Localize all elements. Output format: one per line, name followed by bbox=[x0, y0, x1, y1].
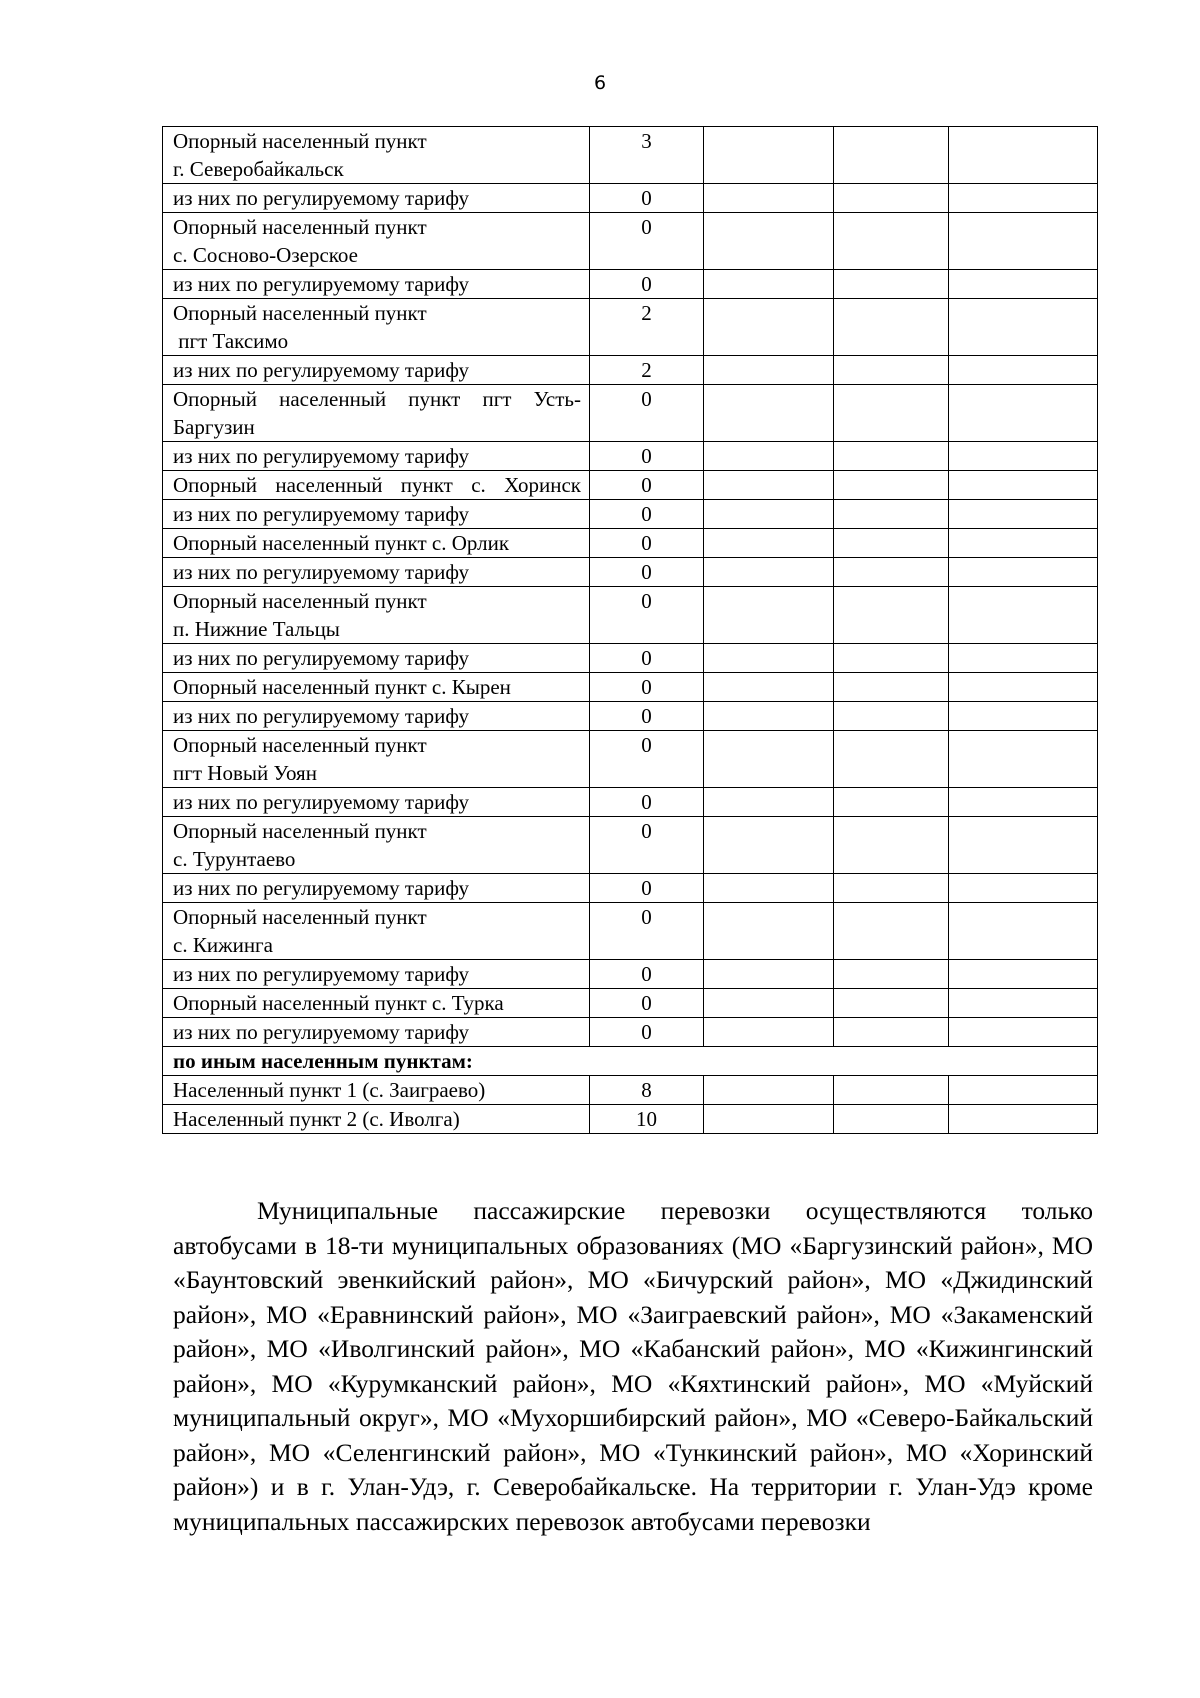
row-label: Населенный пункт 2 (с. Иволга) bbox=[163, 1105, 590, 1134]
empty-cell bbox=[949, 213, 1098, 270]
row-value: 0 bbox=[590, 471, 704, 500]
section-heading: по иным населенным пунктам: bbox=[163, 1047, 1098, 1076]
row-value: 0 bbox=[590, 702, 704, 731]
empty-cell bbox=[834, 644, 949, 673]
empty-cell bbox=[949, 1018, 1098, 1047]
empty-cell bbox=[834, 989, 949, 1018]
empty-cell bbox=[834, 788, 949, 817]
empty-cell bbox=[834, 270, 949, 299]
row-label: из них по регулируемому тарифу bbox=[163, 644, 590, 673]
table-row bbox=[163, 989, 1098, 1018]
row-value: 0 bbox=[590, 960, 704, 989]
empty-cell bbox=[949, 356, 1098, 385]
empty-cell bbox=[704, 702, 834, 731]
table-row bbox=[163, 127, 1098, 184]
table-row bbox=[163, 558, 1098, 587]
row-label: из них по регулируемому тарифу bbox=[163, 1018, 590, 1047]
empty-cell bbox=[949, 1076, 1098, 1105]
table-row bbox=[163, 903, 1098, 960]
row-label: из них по регулируемому тарифу bbox=[163, 788, 590, 817]
row-value: 2 bbox=[590, 299, 704, 356]
empty-cell bbox=[834, 385, 949, 442]
table-row bbox=[163, 1105, 1098, 1134]
empty-cell bbox=[704, 644, 834, 673]
table-row bbox=[163, 960, 1098, 989]
empty-cell bbox=[704, 213, 834, 270]
row-label: из них по регулируемому тарифу bbox=[163, 874, 590, 903]
table-row bbox=[163, 731, 1098, 788]
empty-cell bbox=[704, 529, 834, 558]
empty-cell bbox=[704, 989, 834, 1018]
row-label: из них по регулируемому тарифу bbox=[163, 356, 590, 385]
empty-cell bbox=[834, 184, 949, 213]
row-label: из них по регулируемому тарифу bbox=[163, 960, 590, 989]
row-value: 0 bbox=[590, 270, 704, 299]
empty-cell bbox=[704, 874, 834, 903]
row-value: 0 bbox=[590, 500, 704, 529]
row-value: 0 bbox=[590, 385, 704, 442]
empty-cell bbox=[704, 356, 834, 385]
empty-cell bbox=[704, 500, 834, 529]
row-label: Опорный населенный пункт с. Кырен bbox=[163, 673, 590, 702]
table-row bbox=[163, 299, 1098, 356]
empty-cell bbox=[949, 471, 1098, 500]
row-value: 0 bbox=[590, 213, 704, 270]
row-value: 0 bbox=[590, 673, 704, 702]
row-value: 0 bbox=[590, 1018, 704, 1047]
empty-cell bbox=[704, 299, 834, 356]
row-value: 0 bbox=[590, 989, 704, 1018]
paragraph-text: Муниципальные пассажирские перевозки осуществляются только автобусами в 18-ти муниципальных образованиях (МО «Баргузинский район», МО «Баунтовский эвенкийский район», МО «Бичурский район», МО «Джидинский район», МО «Еравнинский район», МО «Заиграевский район», МО «Закаменский район», МО «Иволгинский район», МО «Кабанский район», МО «Кижингинский район», МО «Курумканский район», МО «Кяхтинский район», МО «Муйский муниципальный округ», МО «Мухоршибирский район», МО «Северо-Байкальский район», МО «Селенгинский район», МО «Тункинский район», МО «Хоринский район») и в г. Улан-Удэ, г. Северобайкальске. На территории г. Улан-Удэ кроме муниципальных пассажирских перевозок автобусами перевозки bbox=[173, 1196, 1093, 1536]
row-value: 0 bbox=[590, 587, 704, 644]
empty-cell bbox=[949, 960, 1098, 989]
table-row bbox=[163, 788, 1098, 817]
table-row bbox=[163, 702, 1098, 731]
empty-cell bbox=[704, 471, 834, 500]
empty-cell bbox=[704, 587, 834, 644]
page-number: 6 bbox=[593, 72, 607, 94]
table-row bbox=[163, 644, 1098, 673]
table-row bbox=[163, 874, 1098, 903]
row-label: из них по регулируемому тарифу bbox=[163, 500, 590, 529]
table-row bbox=[163, 587, 1098, 644]
row-label: Опорный населенный пункт г. Северобайкальск bbox=[163, 127, 590, 184]
empty-cell bbox=[704, 731, 834, 788]
row-label: из них по регулируемому тарифу bbox=[163, 184, 590, 213]
empty-cell bbox=[834, 817, 949, 874]
row-label: Населенный пункт 1 (с. Заиграево) bbox=[163, 1076, 590, 1105]
table-row bbox=[163, 529, 1098, 558]
table-row bbox=[163, 270, 1098, 299]
table-row bbox=[163, 184, 1098, 213]
empty-cell bbox=[704, 1105, 834, 1134]
row-label: из них по регулируемому тарифу bbox=[163, 442, 590, 471]
empty-cell bbox=[834, 213, 949, 270]
empty-cell bbox=[834, 673, 949, 702]
row-label: Опорный населенный пункт с. Кижинга bbox=[163, 903, 590, 960]
empty-cell bbox=[834, 1105, 949, 1134]
empty-cell bbox=[949, 500, 1098, 529]
row-label: из них по регулируемому тарифу bbox=[163, 270, 590, 299]
empty-cell bbox=[949, 558, 1098, 587]
empty-cell bbox=[949, 385, 1098, 442]
table-row bbox=[163, 471, 1098, 500]
empty-cell bbox=[704, 385, 834, 442]
row-value: 10 bbox=[590, 1105, 704, 1134]
empty-cell bbox=[704, 442, 834, 471]
body-paragraph bbox=[173, 1194, 1093, 1539]
empty-cell bbox=[949, 874, 1098, 903]
empty-cell bbox=[949, 989, 1098, 1018]
row-label: Опорный населенный пункт пгт Усть-Баргузин bbox=[163, 385, 590, 442]
row-value: 0 bbox=[590, 644, 704, 673]
row-value: 0 bbox=[590, 903, 704, 960]
row-value: 0 bbox=[590, 817, 704, 874]
row-value: 0 bbox=[590, 788, 704, 817]
empty-cell bbox=[834, 903, 949, 960]
table-row bbox=[163, 1018, 1098, 1047]
empty-cell bbox=[949, 587, 1098, 644]
empty-cell bbox=[834, 587, 949, 644]
empty-cell bbox=[949, 817, 1098, 874]
empty-cell bbox=[949, 644, 1098, 673]
empty-cell bbox=[704, 184, 834, 213]
empty-cell bbox=[949, 529, 1098, 558]
row-label: Опорный населенный пункт с. Турунтаево bbox=[163, 817, 590, 874]
row-label: Опорный населенный пункт с. Орлик bbox=[163, 529, 590, 558]
empty-cell bbox=[834, 960, 949, 989]
empty-cell bbox=[834, 731, 949, 788]
row-label: Опорный населенный пункт с. Хоринск bbox=[163, 471, 590, 500]
row-label: Опорный населенный пункт п. Нижние Тальцы bbox=[163, 587, 590, 644]
empty-cell bbox=[704, 270, 834, 299]
empty-cell bbox=[704, 788, 834, 817]
passenger-routes-table bbox=[162, 126, 1098, 1134]
row-label: из них по регулируемому тарифу bbox=[163, 702, 590, 731]
table-row bbox=[163, 817, 1098, 874]
row-value: 0 bbox=[590, 184, 704, 213]
row-label: Опорный населенный пункт пгт Таксимо bbox=[163, 299, 590, 356]
row-value: 0 bbox=[590, 558, 704, 587]
empty-cell bbox=[704, 1018, 834, 1047]
empty-cell bbox=[949, 903, 1098, 960]
table-row bbox=[163, 673, 1098, 702]
empty-cell bbox=[704, 903, 834, 960]
empty-cell bbox=[704, 1076, 834, 1105]
row-label: Опорный населенный пункт пгт Новый Уоян bbox=[163, 731, 590, 788]
empty-cell bbox=[834, 500, 949, 529]
empty-cell bbox=[949, 731, 1098, 788]
table-row bbox=[163, 213, 1098, 270]
empty-cell bbox=[949, 127, 1098, 184]
row-value: 0 bbox=[590, 874, 704, 903]
empty-cell bbox=[834, 1018, 949, 1047]
table-row bbox=[163, 385, 1098, 442]
row-label: из них по регулируемому тарифу bbox=[163, 558, 590, 587]
empty-cell bbox=[704, 127, 834, 184]
row-value: 2 bbox=[590, 356, 704, 385]
empty-cell bbox=[949, 442, 1098, 471]
row-value: 0 bbox=[590, 442, 704, 471]
table-section-row bbox=[163, 1047, 1098, 1076]
row-label: Опорный населенный пункт с. Турка bbox=[163, 989, 590, 1018]
row-value: 3 bbox=[590, 127, 704, 184]
empty-cell bbox=[834, 529, 949, 558]
empty-cell bbox=[834, 471, 949, 500]
empty-cell bbox=[949, 184, 1098, 213]
empty-cell bbox=[834, 874, 949, 903]
empty-cell bbox=[834, 127, 949, 184]
table-row bbox=[163, 1076, 1098, 1105]
table-row bbox=[163, 500, 1098, 529]
empty-cell bbox=[949, 1105, 1098, 1134]
empty-cell bbox=[949, 673, 1098, 702]
row-value: 0 bbox=[590, 731, 704, 788]
empty-cell bbox=[834, 558, 949, 587]
table-row bbox=[163, 442, 1098, 471]
empty-cell bbox=[704, 960, 834, 989]
empty-cell bbox=[834, 1076, 949, 1105]
row-value: 8 bbox=[590, 1076, 704, 1105]
empty-cell bbox=[949, 270, 1098, 299]
empty-cell bbox=[834, 442, 949, 471]
empty-cell bbox=[949, 788, 1098, 817]
empty-cell bbox=[704, 817, 834, 874]
row-label: Опорный населенный пункт с. Сосново-Озерское bbox=[163, 213, 590, 270]
empty-cell bbox=[704, 673, 834, 702]
empty-cell bbox=[949, 299, 1098, 356]
empty-cell bbox=[834, 702, 949, 731]
empty-cell bbox=[834, 299, 949, 356]
empty-cell bbox=[834, 356, 949, 385]
row-value: 0 bbox=[590, 529, 704, 558]
empty-cell bbox=[949, 702, 1098, 731]
table-row bbox=[163, 356, 1098, 385]
empty-cell bbox=[704, 558, 834, 587]
